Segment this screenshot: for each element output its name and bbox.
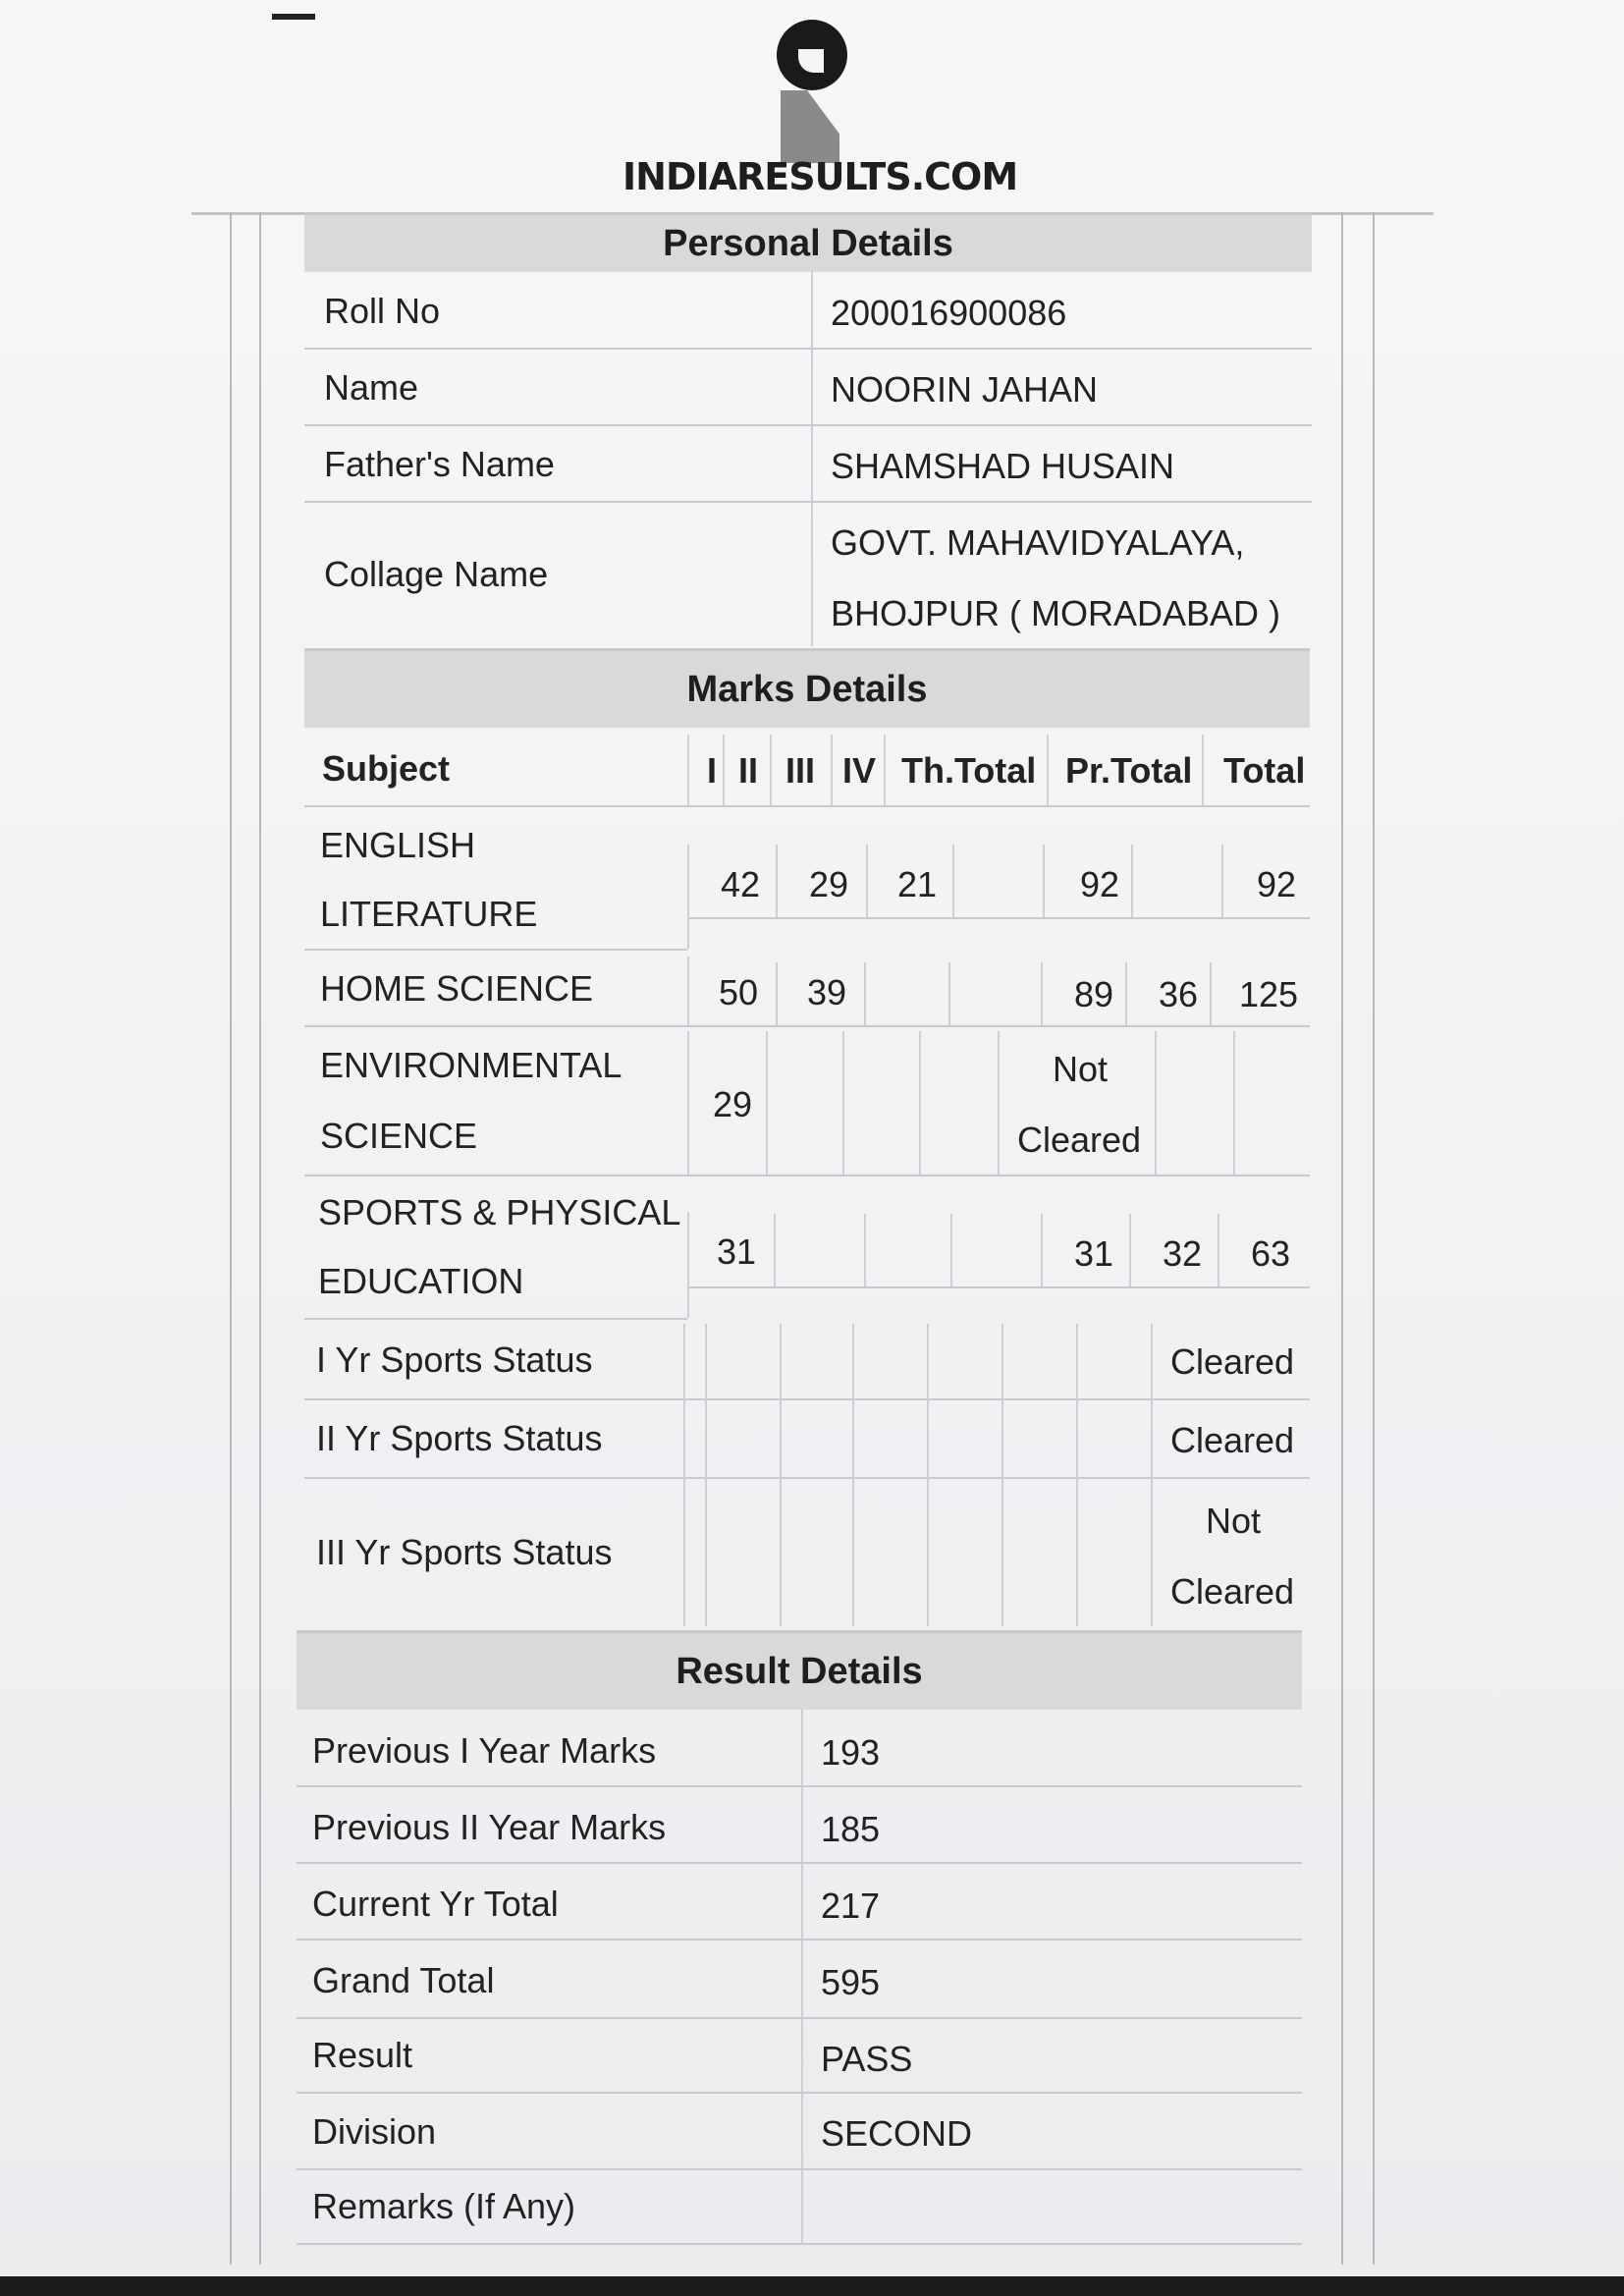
division-label: Division <box>312 2111 437 2152</box>
frame-right-inner <box>1341 212 1343 2265</box>
current-yr-total-value: 217 <box>821 1886 881 1926</box>
home-science-th-total: 89 <box>1074 974 1114 1014</box>
ii-yr-sports-status-value: Cleared <box>1170 1420 1295 1460</box>
col-iv-header: IV <box>842 750 877 791</box>
indiaresults-logo <box>609 8 1021 204</box>
prev-i-year-value: 193 <box>821 1732 881 1773</box>
frame-left-outer <box>230 212 232 2265</box>
scan-bottom-edge <box>0 2276 1624 2296</box>
iii-yr-sports-status-line1: Not <box>1206 1501 1262 1541</box>
fathers-name-label: Father's Name <box>324 444 555 484</box>
sports-total: 63 <box>1251 1233 1291 1274</box>
th-total-header: Th.Total <box>901 750 1037 791</box>
sports-i-mark: 31 <box>717 1231 757 1272</box>
english-ii-mark: 29 <box>809 864 849 904</box>
college-name-value-line2: BHOJPUR ( MORADABAD ) <box>831 593 1281 633</box>
marks-details-header: Marks Details <box>304 648 1310 728</box>
sports-physical-line1: SPORTS & PHYSICAL <box>318 1192 681 1232</box>
environmental-science-line1: ENVIRONMENTAL <box>320 1045 623 1085</box>
iii-yr-sports-status-line2: Cleared <box>1170 1571 1295 1612</box>
i-yr-sports-status-value: Cleared <box>1170 1341 1295 1382</box>
environmental-science-line2: SCIENCE <box>320 1116 478 1156</box>
result-value: PASS <box>821 2039 913 2079</box>
environmental-status-line1: Not <box>1053 1049 1109 1089</box>
total-header: Total <box>1223 750 1306 791</box>
grand-total-label: Grand Total <box>312 1960 495 2000</box>
remarks-label: Remarks (If Any) <box>312 2186 576 2226</box>
subject-col-header: Subject <box>322 748 451 789</box>
scan-mark <box>272 14 315 20</box>
english-iii-mark: 21 <box>897 864 938 904</box>
sports-pr-total: 32 <box>1163 1233 1203 1274</box>
col-ii-header: II <box>738 750 759 791</box>
english-total: 92 <box>1257 864 1297 904</box>
prev-ii-year-value: 185 <box>821 1809 881 1849</box>
college-name-value-line1: GOVT. MAHAVIDYALAYA, <box>831 522 1245 563</box>
ii-yr-sports-status-label: II Yr Sports Status <box>316 1418 603 1458</box>
col-i-header: I <box>707 750 718 791</box>
environmental-i-mark: 29 <box>713 1084 753 1124</box>
sports-physical-line2: EDUCATION <box>318 1261 524 1301</box>
english-literature-line1: ENGLISH <box>320 825 476 865</box>
college-name-label: Collage Name <box>324 554 549 594</box>
roll-no-label: Roll No <box>324 291 441 331</box>
current-yr-total-label: Current Yr Total <box>312 1884 559 1924</box>
result-label: Result <box>312 2035 413 2075</box>
prev-i-year-label: Previous I Year Marks <box>312 1730 657 1771</box>
english-i-mark: 42 <box>721 864 761 904</box>
home-science-ii-mark: 39 <box>807 972 847 1012</box>
environmental-status-line2: Cleared <box>1017 1120 1142 1160</box>
logo-mark-icon <box>771 14 869 161</box>
division-value: SECOND <box>821 2113 973 2154</box>
pr-total-header: Pr.Total <box>1065 750 1193 791</box>
grand-total-value: 595 <box>821 1962 881 2002</box>
english-th-total: 92 <box>1080 864 1120 904</box>
english-literature-line2: LITERATURE <box>320 894 538 934</box>
col-iii-header: III <box>785 750 816 791</box>
roll-no-value: 200016900086 <box>831 293 1067 333</box>
i-yr-sports-status-label: I Yr Sports Status <box>316 1339 593 1380</box>
iii-yr-sports-status-label: III Yr Sports Status <box>316 1532 613 1572</box>
sports-th-total: 31 <box>1074 1233 1114 1274</box>
home-science-pr-total: 36 <box>1159 974 1199 1014</box>
name-value: NOORIN JAHAN <box>831 369 1099 410</box>
frame-right-outer <box>1373 212 1375 2265</box>
personal-details-header: Personal Details <box>304 212 1312 272</box>
name-label: Name <box>324 367 419 408</box>
prev-ii-year-label: Previous II Year Marks <box>312 1807 667 1847</box>
home-science-label: HOME SCIENCE <box>320 968 594 1009</box>
fathers-name-value: SHAMSHAD HUSAIN <box>831 446 1175 486</box>
home-science-total: 125 <box>1239 974 1299 1014</box>
frame-left-inner <box>259 212 261 2265</box>
home-science-i-mark: 50 <box>719 972 759 1012</box>
result-details-header: Result Details <box>297 1630 1302 1710</box>
logo-text: INDIARESULTS.COM <box>623 155 1018 198</box>
